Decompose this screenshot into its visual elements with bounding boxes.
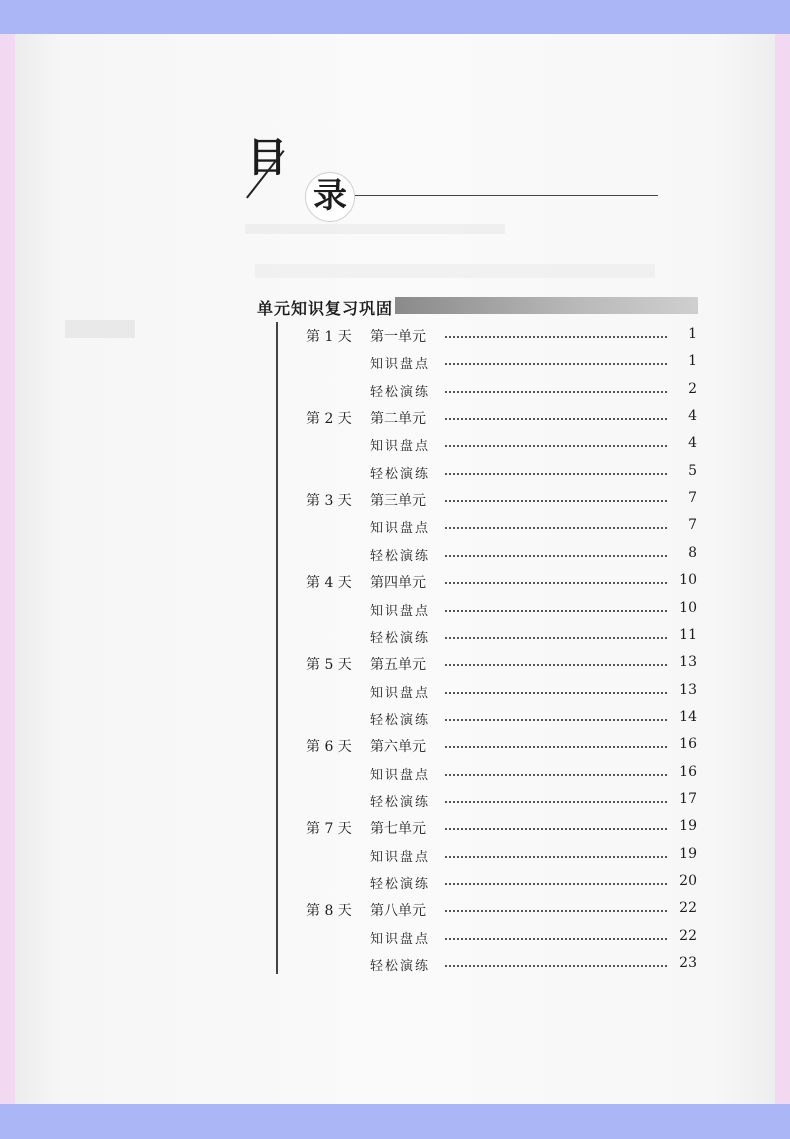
toc-entry[interactable] (300, 873, 700, 895)
toc-subsection-label: 轻松演练 (370, 631, 431, 646)
toc-entry[interactable] (300, 764, 700, 786)
toc-entry[interactable] (300, 490, 700, 512)
toc-page-number: 23 (679, 955, 697, 971)
toc-unit-label: 第五单元 (370, 657, 426, 673)
toc-page-number: 1 (688, 353, 697, 369)
toc-day-label: 第 2 天 (306, 411, 352, 427)
toc-day-label: 第 5 天 (306, 657, 352, 673)
toc-page-number: 22 (679, 928, 697, 944)
toc-page-number: 7 (688, 517, 697, 533)
toc-page-number: 19 (679, 846, 697, 862)
toc-entry[interactable] (300, 353, 700, 375)
toc-unit-label: 第七单元 (370, 821, 426, 837)
toc-page-number: 1 (688, 326, 697, 342)
toc-entry[interactable] (300, 408, 700, 430)
toc-subsection-label: 知识盘点 (370, 932, 431, 947)
toc-leader-dots (445, 965, 667, 967)
toc-page-number: 22 (679, 900, 697, 916)
toc-page-number: 13 (679, 654, 697, 670)
toc-leader-dots (445, 363, 667, 365)
toc-page-number: 10 (679, 572, 697, 588)
toc-subsection-label: 知识盘点 (370, 521, 431, 536)
section-header-bar (395, 297, 698, 314)
toc-leader-dots (445, 582, 667, 584)
toc-unit-label: 第四单元 (370, 575, 426, 591)
toc-leader-dots (445, 664, 667, 666)
toc-day-label: 第 1 天 (306, 329, 352, 345)
toc-subsection-label: 知识盘点 (370, 686, 431, 701)
toc-subsection-label: 知识盘点 (370, 768, 431, 783)
toc-unit-label: 第二单元 (370, 411, 426, 427)
toc-entry[interactable] (300, 846, 700, 868)
toc-leader-dots (445, 774, 667, 776)
toc-page-number: 14 (679, 709, 697, 725)
toc-entry[interactable] (300, 900, 700, 922)
toc-entry[interactable] (300, 545, 700, 567)
toc-page-number: 17 (679, 791, 697, 807)
toc-entry[interactable] (300, 381, 700, 403)
toc-page-number: 8 (688, 545, 697, 561)
toc-page-number: 20 (679, 873, 697, 889)
toc-leader-dots (445, 418, 667, 420)
toc-day-label: 第 7 天 (306, 821, 352, 837)
toc-page-number: 7 (688, 490, 697, 506)
toc-page-number: 19 (679, 818, 697, 834)
toc-page-number: 13 (679, 682, 697, 698)
toc-day-label: 第 4 天 (306, 575, 352, 591)
toc-leader-dots (445, 719, 667, 721)
toc-entry[interactable] (300, 627, 700, 649)
toc-entry[interactable] (300, 463, 700, 485)
bleed-through-shadow (65, 320, 135, 338)
toc-page-number: 5 (688, 463, 697, 479)
toc-subsection-label: 轻松演练 (370, 877, 431, 892)
toc-day-label: 第 3 天 (306, 493, 352, 509)
toc-entry[interactable] (300, 928, 700, 950)
toc-unit-label: 第三单元 (370, 493, 426, 509)
toc-unit-label: 第六单元 (370, 739, 426, 755)
toc-page-number: 4 (688, 435, 697, 451)
toc-unit-label: 第一单元 (370, 329, 426, 345)
toc-page-number: 4 (688, 408, 697, 424)
section-title: 单元知识复习巩固 (257, 299, 394, 318)
bleed-through-shadow (255, 264, 655, 278)
toc-leader-dots (445, 500, 667, 502)
toc-entry[interactable] (300, 709, 700, 731)
top-border-band (0, 0, 790, 34)
toc-leader-dots (445, 883, 667, 885)
toc-entry[interactable] (300, 955, 700, 977)
toc-entry[interactable] (300, 326, 700, 348)
toc-page-number: 2 (688, 381, 697, 397)
toc-subsection-label: 轻松演练 (370, 467, 431, 482)
toc-day-label: 第 6 天 (306, 739, 352, 755)
toc-leader-dots (445, 391, 667, 393)
toc-subsection-label: 轻松演练 (370, 713, 431, 728)
toc-leader-dots (445, 801, 667, 803)
toc-leader-dots (445, 692, 667, 694)
toc-leader-dots (445, 856, 667, 858)
toc-subsection-label: 轻松演练 (370, 795, 431, 810)
toc-leader-dots (445, 527, 667, 529)
toc-leader-dots (445, 555, 667, 557)
toc-subsection-label: 轻松演练 (370, 549, 431, 564)
title-underline-rule (355, 195, 658, 196)
toc-leader-dots (445, 746, 667, 748)
toc-entry[interactable] (300, 682, 700, 704)
toc-entry[interactable] (300, 517, 700, 539)
bottom-border-band (0, 1104, 790, 1139)
toc-leader-dots (445, 828, 667, 830)
toc-page-number: 16 (679, 764, 697, 780)
toc-leader-dots (445, 910, 667, 912)
toc-page-number: 10 (679, 600, 697, 616)
toc-subsection-label: 知识盘点 (370, 604, 431, 619)
title-char-lu: 录 (313, 176, 347, 216)
toc-leader-dots (445, 336, 667, 338)
toc-leader-dots (445, 473, 667, 475)
toc-leader-dots (445, 637, 667, 639)
toc-leader-dots (445, 445, 667, 447)
title-char-mu: 目 (247, 134, 287, 181)
toc-subsection-label: 知识盘点 (370, 439, 431, 454)
toc-leader-dots (445, 938, 667, 940)
toc-entry[interactable] (300, 572, 700, 594)
toc-entry[interactable] (300, 736, 700, 758)
toc-entry[interactable] (300, 791, 700, 813)
toc-entry[interactable] (300, 435, 700, 457)
toc-page-number: 11 (679, 627, 697, 643)
bleed-through-shadow (245, 224, 505, 234)
toc-subsection-label: 轻松演练 (370, 385, 431, 400)
toc-subsection-label: 知识盘点 (370, 850, 431, 865)
toc-entry[interactable] (300, 818, 700, 840)
toc-vertical-rule (276, 322, 278, 974)
toc-entry[interactable] (300, 654, 700, 676)
toc-leader-dots (445, 610, 667, 612)
toc-subsection-label: 轻松演练 (370, 959, 431, 974)
toc-entry[interactable] (300, 600, 700, 622)
toc-subsection-label: 知识盘点 (370, 357, 431, 372)
toc-unit-label: 第八单元 (370, 903, 426, 919)
toc-day-label: 第 8 天 (306, 903, 352, 919)
toc-page-number: 16 (679, 736, 697, 752)
